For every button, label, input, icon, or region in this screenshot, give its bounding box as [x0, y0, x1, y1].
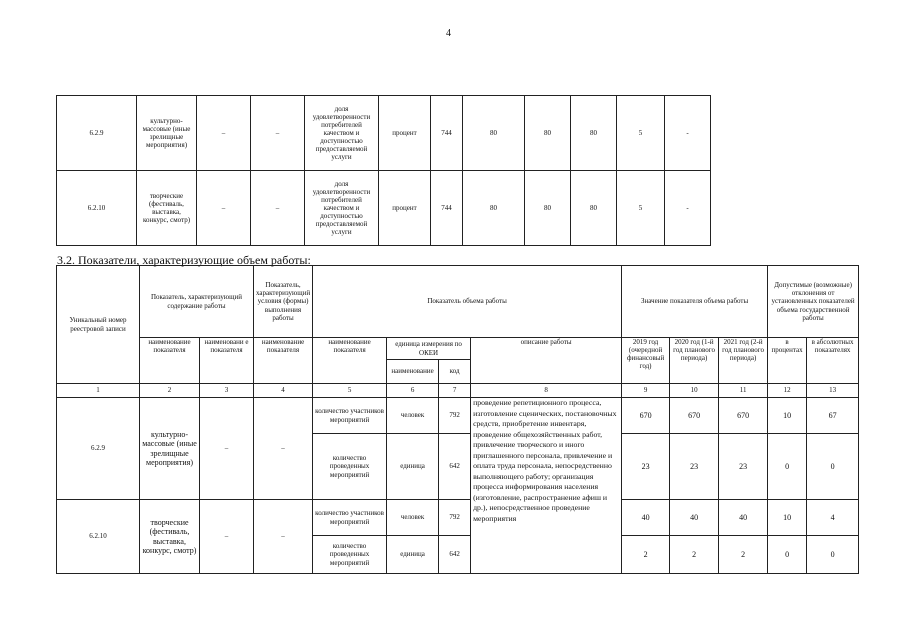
unit-code: 744: [431, 171, 463, 246]
header-year-2021: 2021 год (2-й год планового периода): [719, 338, 768, 384]
volume-indicators-table: [56, 265, 859, 574]
header-volume-value: Значение показателя объема работы: [622, 266, 768, 338]
column-number: 4: [254, 384, 313, 398]
deviation-absolute: 0: [807, 434, 859, 500]
record-code: 6.2.10: [57, 171, 137, 246]
header-conditions-indicator: Показатель, характеризующий условия (формы) выполнения работы: [254, 266, 313, 338]
unit-code: 792: [439, 500, 471, 536]
value-2021: 23: [719, 434, 768, 500]
value-2020: 23: [670, 434, 719, 500]
deviation-percent: 0: [768, 536, 807, 574]
value-2019: 40: [622, 500, 670, 536]
header-name-indicator: наименовани е показателя: [200, 338, 254, 384]
record-code: 6.2.9: [57, 96, 137, 171]
quality-indicator: доля удовлетворенности потребителей качеством и доступностью предоставляемой услуги: [305, 96, 379, 171]
value-2019: 2: [622, 536, 670, 574]
column-number: 6: [387, 384, 439, 398]
unit-name: человек: [387, 398, 439, 434]
header-allowed-deviation: Допустимые (возможные) отклонения от установленных показателей объема государственной работы: [768, 266, 859, 338]
header-content-indicator: Показатель, характеризующий содержание работы: [140, 266, 254, 338]
deviation-absolute: 0: [807, 536, 859, 574]
section-heading: 3.2. Показатели, характеризующие объем работы:: [57, 253, 311, 267]
deviation-absolute: -: [665, 96, 711, 171]
value-2021: 670: [719, 398, 768, 434]
unit-name: процент: [379, 96, 431, 171]
table-row: [57, 500, 859, 536]
work-type: культурно-массовые (иные зрелищные мероприятия): [140, 398, 200, 500]
value-2019: 80: [463, 96, 525, 171]
value-2019: 670: [622, 398, 670, 434]
work-type: творческие (фестиваль, выставка, конкурс, смотр): [140, 500, 200, 574]
cell-dash: –: [200, 500, 254, 574]
deviation-percent: 5: [617, 171, 665, 246]
cell-dash: –: [197, 171, 251, 246]
cell-dash: –: [200, 398, 254, 500]
header-row: [57, 338, 859, 360]
header-row: [57, 266, 859, 338]
unit-name: единица: [387, 536, 439, 574]
cell-dash: –: [251, 171, 305, 246]
volume-indicator: количество участников мероприятий: [313, 398, 387, 434]
column-number: 2: [140, 384, 200, 398]
cell-dash: –: [197, 96, 251, 171]
column-number: 11: [719, 384, 768, 398]
cell-dash: –: [254, 398, 313, 500]
volume-indicator: количество проведенных мероприятий: [313, 536, 387, 574]
unit-name: человек: [387, 500, 439, 536]
unit-code: 642: [439, 434, 471, 500]
volume-indicator: количество участников мероприятий: [313, 500, 387, 536]
volume-indicator: количество проведенных мероприятий: [313, 434, 387, 500]
table-row: [57, 398, 859, 434]
value-2020: 80: [525, 171, 571, 246]
value-2021: 80: [571, 96, 617, 171]
header-work-description: описание работы: [471, 338, 622, 384]
header-unit-name: наименование: [387, 360, 439, 384]
table-row: [57, 171, 711, 246]
cell-dash: –: [251, 96, 305, 171]
value-2021: 40: [719, 500, 768, 536]
column-number-row: [57, 384, 859, 398]
header-in-percent: в процентах: [768, 338, 807, 384]
value-2020: 2: [670, 536, 719, 574]
header-unit-code: код: [439, 360, 471, 384]
column-number: 1: [57, 384, 140, 398]
header-name-indicator: наименование показателя: [140, 338, 200, 384]
unit-code: 792: [439, 398, 471, 434]
value-2020: 670: [670, 398, 719, 434]
value-2020: 40: [670, 500, 719, 536]
deviation-percent: 5: [617, 96, 665, 171]
header-year-2019: 2019 год (очередной финансовый год): [622, 338, 670, 384]
column-number: 8: [471, 384, 622, 398]
column-number: 7: [439, 384, 471, 398]
value-2021: 80: [571, 171, 617, 246]
value-2019: 80: [463, 171, 525, 246]
work-type: творческие (фестиваль, выставка, конкурс, смотр): [137, 171, 197, 246]
unit-code: 744: [431, 96, 463, 171]
quality-indicator: доля удовлетворенности потребителей качеством и доступностью предоставляемой услуги: [305, 171, 379, 246]
header-unique-number: Уникальный номер реестровой записи: [57, 266, 140, 384]
header-volume-indicator: Показатель объема работы: [313, 266, 622, 338]
unit-code: 642: [439, 536, 471, 574]
column-number: 10: [670, 384, 719, 398]
deviation-percent: 10: [768, 500, 807, 536]
deviation-absolute: 4: [807, 500, 859, 536]
column-number: 13: [807, 384, 859, 398]
value-2019: 23: [622, 434, 670, 500]
column-number: 12: [768, 384, 807, 398]
record-code: 6.2.9: [57, 398, 140, 500]
quality-indicators-table: [56, 95, 711, 246]
header-name-indicator: наименование показателя: [254, 338, 313, 384]
deviation-percent: 10: [768, 398, 807, 434]
value-2020: 80: [525, 96, 571, 171]
deviation-absolute: -: [665, 171, 711, 246]
work-description: проведение репетиционного процесса, изготовление сценических, постановочных средств, приобретение инвентаря, проведение общехозяйственных работ, привлечение творческого и иного приглашенного персонала, привлечение и оплата труда персонала, непосредственно выполняющего работу; организация процесса информирования населения (изготовление, распространение афиш и др.), непосредственное проведение мероприятия: [471, 398, 622, 574]
unit-name: единица: [387, 434, 439, 500]
column-number: 3: [200, 384, 254, 398]
deviation-percent: 0: [768, 434, 807, 500]
value-2021: 2: [719, 536, 768, 574]
unit-name: процент: [379, 171, 431, 246]
record-code: 6.2.10: [57, 500, 140, 574]
cell-dash: –: [254, 500, 313, 574]
deviation-absolute: 67: [807, 398, 859, 434]
table-row: [57, 96, 711, 171]
header-year-2020: 2020 год (1-й год планового периода): [670, 338, 719, 384]
header-unit-okei: единица измерения по ОКЕИ: [387, 338, 471, 360]
page-number: 4: [446, 28, 451, 39]
column-number: 5: [313, 384, 387, 398]
header-in-absolute: в абсолютных показателях: [807, 338, 859, 384]
work-type: культурно-массовые (иные зрелищные мероприятия): [137, 96, 197, 171]
header-name-indicator: наименование показателя: [313, 338, 387, 384]
column-number: 9: [622, 384, 670, 398]
